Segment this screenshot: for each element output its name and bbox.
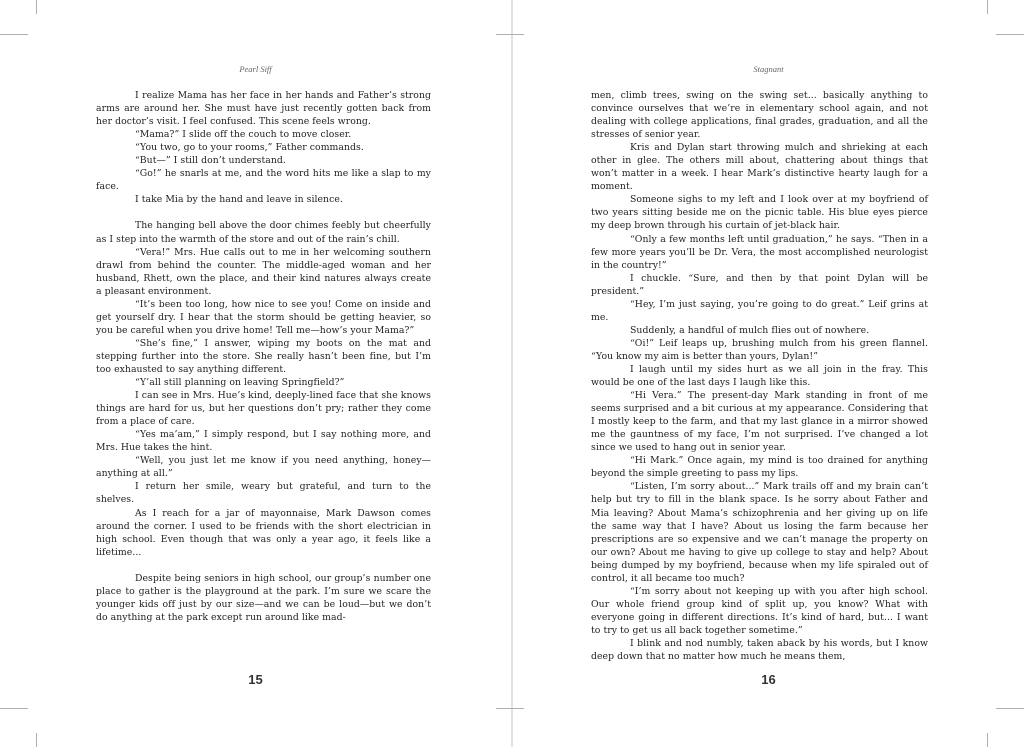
paragraph: I take Mia by the hand and leave in silence. [135, 194, 343, 206]
crop-mark [36, 733, 37, 747]
paragraph: As I reach for a jar of mayonnaise, Mark Dawson comes around the corner. I used to be friends with the short electrician in high school. Even though that was only a year ago, it feels like a lifetime... [96, 507, 431, 558]
paragraph: “Hi Vera.” The present-day Mark standing in front of me seems surprised and a bit curious at my appearance. Considering that I mostly keep to the farm, and that my last glance in a mirror showed me the gauntness of my face, I’m not surprised. I’ve changed a lot since we used to hang out in senior year. [591, 390, 928, 454]
paragraph: “Listen, I’m sorry about...” Mark trails off and my brain can’t help but try to fill in the blank space. Is he sorry about Father and Mia leaving? About Mama’s schizophrenia and her giving up on life the same way that I have? About us losing the farm because her prescriptions are so expensive and we can’t manage the property on our own? About me having to give up college to stay and help? About being dumped by my boyfriend, because when my life spiraled out of control, it all became too much? [591, 481, 928, 584]
paragraph: Despite being seniors in high school, our group’s number one place to gather is the playground at the park. I’m sure we scare the younger kids off just by our size—and we can be loud—but we don’t do anything at the park except run around like mad- [96, 572, 431, 623]
page-number-right: 16 [761, 672, 776, 687]
paragraph: “Yes ma’am,” I simply respond, but I say nothing more, and Mrs. Hue takes the hint. [96, 429, 431, 454]
crop-mark [996, 34, 1024, 35]
paragraph: “I’m sorry about not keeping up with you after high school. Our whole friend group kind of split up, you know? What with everyone going in different directions. It’s kind of hard, but... I want to try to get us all back together sometime.” [591, 585, 928, 636]
paragraph: I return her smile, weary but grateful, and turn to the shelves. [96, 481, 431, 506]
paragraph: Kris and Dylan start throwing mulch and shrieking at each other in glee. The others mill about, chattering about things that won’t matter in a week. I hear Mark’s distinctive hearty laugh for a moment. [591, 142, 928, 193]
running-head-author: Pearl Siff [239, 64, 272, 74]
paragraph: Suddenly, a handful of mulch flies out of nowhere. [630, 324, 870, 336]
running-head-title: Stagnant [753, 64, 784, 74]
paragraph: “Y’all still planning on leaving Springfield?” [135, 377, 345, 389]
paragraph: “Go!” he snarls at me, and the word hits me like a slap to my face. [96, 168, 431, 193]
paragraph: “She’s fine,” I answer, wiping my boots on the mat and stepping further into the store. She really hasn’t been fine, but I’m too exhausted to say anything different. [96, 337, 431, 375]
left-page-body-text [96, 89, 431, 624]
left-page [0, 0, 511, 747]
crop-mark [496, 708, 524, 709]
paragraph: I chuckle. “Sure, and then by that point Dylan will be president.” [591, 272, 928, 297]
crop-mark [496, 34, 524, 35]
paragraph: “Well, you just let me know if you need anything, honey—anything at all.” [96, 455, 431, 480]
paragraph: I can see in Mrs. Hue’s kind, deeply-lined face that she knows things are hard for us, but her questions don’t pry; rather they come from a place of care. [96, 390, 431, 428]
right-page-body-text [591, 89, 928, 663]
paragraph: I laugh until my sides hurt as we all join in the fray. This would be one of the last days I laugh like this. [591, 363, 928, 389]
paragraph: “Only a few months left until graduation,” he says. “Then in a few more years you’ll be Dr. Vera, the most accomplished neurologist in the country!” [591, 233, 928, 271]
paragraph: The hanging bell above the door chimes feebly but cheerfully as I step into the warmth of the store and out of the rain’s chill. [96, 220, 431, 245]
paragraph: “But—” I still don’t understand. [135, 155, 286, 167]
page-number-left: 15 [248, 672, 263, 687]
crop-mark [36, 0, 37, 14]
paragraph: “Mama?” I slide off the couch to move closer. [135, 129, 352, 141]
paragraph: men, climb trees, swing on the swing set... basically anything to convince ourselves that we’re in elementary school again, and not dealing with college applications, final grades, graduation, and all the stresses of senior year. [591, 90, 928, 141]
paragraph: “Vera!” Mrs. Hue calls out to me in her welcoming southern drawl from behind the counter. The middle-aged woman and her husband, Rhett, own the place, and their kind natures always create a pleasant environment. [96, 246, 431, 297]
paragraph: I realize Mama has her face in her hands and Father’s strong arms are around her. She must have just recently gotten back from her doctor’s visit. I feel confused. This scene feels wrong. [96, 90, 431, 128]
crop-mark [996, 708, 1024, 709]
crop-mark [987, 0, 988, 14]
paragraph: “Oi!” Leif leaps up, brushing mulch from his green flannel. “You know my aim is better than yours, Dylan!” [591, 337, 928, 362]
paragraph: Someone sighs to my left and I look over at my boyfriend of two years sitting beside me on the picnic table. His blue eyes pierce my deep brown through his curtain of jet-black hair. [591, 194, 928, 232]
crop-mark [0, 34, 28, 35]
paragraph: “You two, go to your rooms,” Father commands. [135, 142, 364, 154]
paragraph: “It’s been too long, how nice to see you! Come on inside and get yourself dry. I hear that the storm should be getting heavier, so you be careful when you drive home! Tell me—how’s your Mama?” [96, 298, 431, 336]
crop-mark [0, 708, 28, 709]
paragraph: “Hi Mark.” Once again, my mind is too drained for anything beyond the simple greeting to pass my lips. [591, 455, 928, 480]
right-page [513, 0, 1024, 747]
paragraph: I blink and nod numbly, taken aback by his words, but I know deep down that no matter how much he means them, [591, 637, 928, 663]
paragraph: “Hey, I’m just saying, you’re going to do great.” Leif grins at me. [591, 298, 928, 323]
crop-mark [987, 733, 988, 747]
